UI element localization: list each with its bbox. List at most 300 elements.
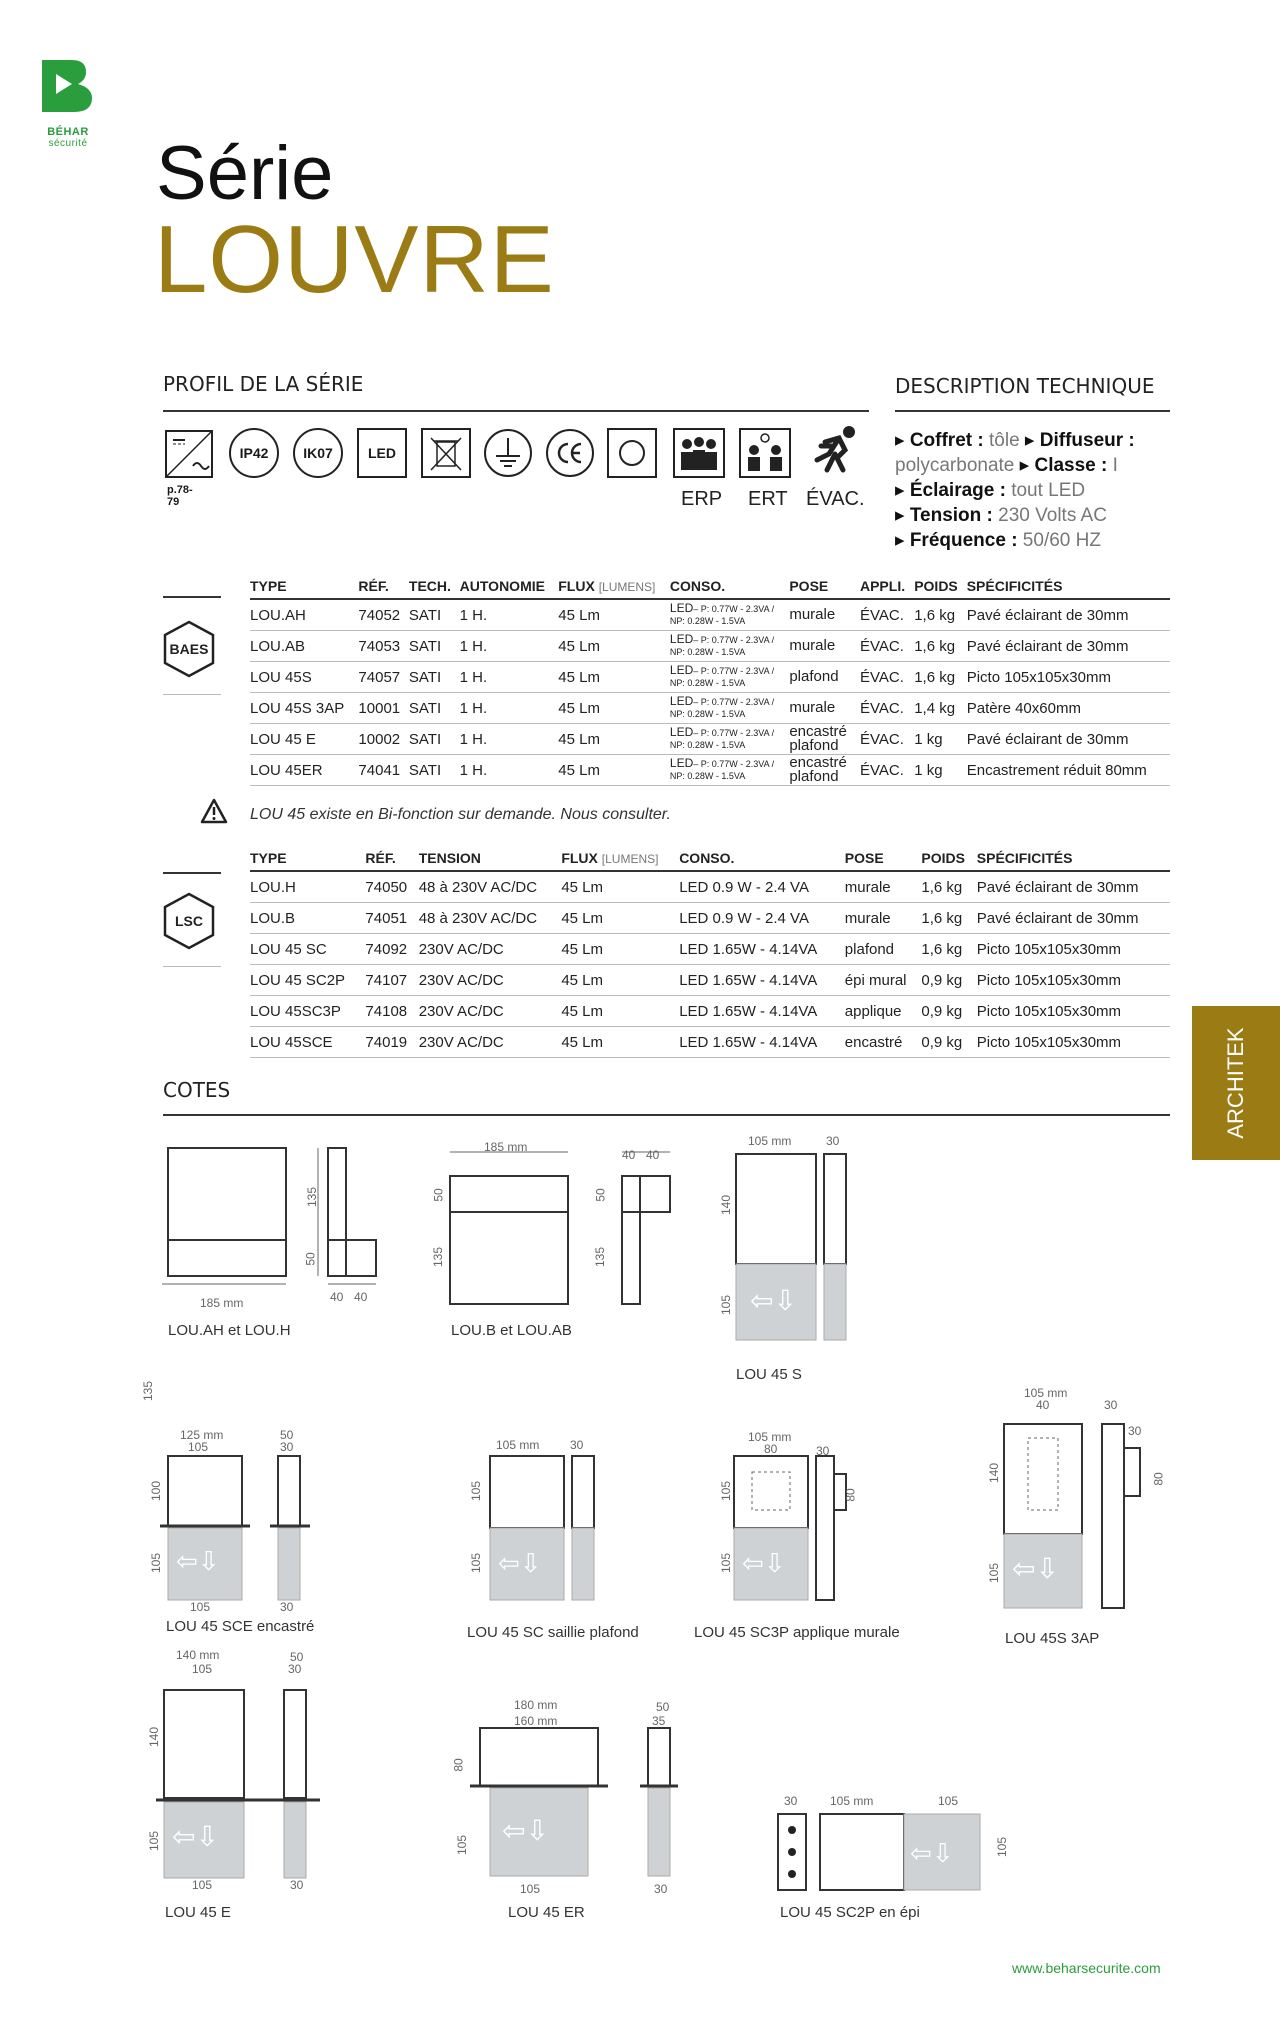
dim-label: 40 [330, 1290, 344, 1304]
dim-label: 30 [1128, 1424, 1142, 1438]
dim-label: 50 [303, 1252, 318, 1266]
dim-label: 160 mm [514, 1714, 558, 1728]
dim-label: 105 [469, 1480, 484, 1502]
conso-p: – P: 0.77W - 2.3VA / [693, 759, 775, 769]
cell-tension: 48 à 230V AC/DC [419, 903, 562, 934]
dim-label: 105 [469, 1552, 484, 1574]
cell-spec: Pavé éclairant de 30mm [977, 871, 1170, 903]
table-row [250, 871, 1170, 903]
cell-conso: LED 0.9 W - 2.4 VA [679, 903, 845, 934]
cell-conso: LED 1.65W - 4.14VA [679, 934, 845, 965]
dim-label: 105 [719, 1294, 734, 1316]
desc-key: Coffret : [909, 430, 984, 451]
dim-label: 105 [995, 1836, 1010, 1858]
cell-conso [670, 693, 789, 724]
dim-label: 30 [290, 1878, 304, 1892]
behar-logo-icon [42, 60, 94, 112]
dim-label: 50 [290, 1650, 304, 1664]
cell-pose: encastré [845, 1027, 922, 1058]
dim-label: 135 [593, 1246, 608, 1268]
cell-pose: applique [845, 996, 922, 1027]
col-tension: TENSION [419, 850, 562, 871]
erp-people-icon [673, 428, 725, 478]
table-row [250, 693, 1170, 724]
ert-label: ERT [748, 488, 788, 510]
lsc-marker-rule [163, 872, 221, 874]
cell-type: LOU.B [250, 903, 365, 934]
cell-tension: 230V AC/DC [419, 1027, 562, 1058]
svg-text:⇦⇩: ⇦⇩ [1012, 1552, 1059, 1585]
cell-ref: 74108 [365, 996, 418, 1027]
cell-ref: 74050 [365, 871, 418, 903]
caption-lou-45s3ap: LOU 45S 3AP [1005, 1630, 1100, 1647]
earth-ground-icon [483, 428, 533, 478]
cell-ref: 10002 [358, 724, 408, 755]
dim-label: 105 [938, 1794, 959, 1808]
cell-flux: 45 Lm [558, 693, 670, 724]
cell-conso [670, 631, 789, 662]
cell-type: LOU 45 SC2P [250, 965, 365, 996]
conso-np: NP: 0.28W - 1.5VA [669, 771, 746, 781]
profile-heading: PROFIL DE LA SÉRIE [163, 372, 364, 396]
cell-flux: 45 Lm [561, 1027, 679, 1058]
running-man-icon [805, 424, 861, 480]
ert-workers-icon [739, 428, 791, 478]
cell-tech: SATI [409, 662, 460, 693]
lsc-label: LSC [175, 913, 203, 929]
table-row [250, 599, 1170, 631]
dim-label: 105 mm [496, 1438, 540, 1452]
col-flux-unit: [LUMENS] [601, 852, 659, 866]
cell-poids: 1,6 kg [921, 903, 976, 934]
svg-text:⇦⇩: ⇦⇩ [498, 1549, 542, 1579]
cell-flux: 45 Lm [561, 965, 679, 996]
architek-label: ARCHITEK [1223, 1027, 1248, 1139]
cell-tension: 48 à 230V AC/DC [419, 871, 562, 903]
cell-flux: 45 Lm [561, 903, 679, 934]
cell-poids: 1,6 kg [921, 871, 976, 903]
conso-led: LED [669, 694, 694, 708]
dim-label: 135 [431, 1246, 446, 1268]
erp-label: ERP [681, 488, 723, 510]
drawing-lou-45e [150, 1676, 330, 1896]
dim-label: 80 [764, 1442, 778, 1456]
cell-tech: SATI [409, 724, 460, 755]
conso-led: LED [669, 725, 694, 739]
conso-p: – P: 0.77W - 2.3VA / [693, 697, 775, 707]
cell-spec: Picto 105x105x30mm [977, 996, 1170, 1027]
cell-ref: 10001 [358, 693, 408, 724]
cell-ref: 74019 [365, 1027, 418, 1058]
col-flux [561, 850, 679, 871]
col-type: TYPE [250, 850, 365, 871]
baes-marker-rule-bottom [163, 694, 221, 695]
baes-marker-rule [163, 596, 221, 598]
desc-value: I [1107, 455, 1118, 476]
caption-lou-45er: LOU 45 ER [508, 1904, 585, 1921]
conso-p: – P: 0.77W - 2.3VA / [693, 666, 775, 676]
cell-poids: 1 kg [914, 724, 967, 755]
dim-label: 40 [354, 1290, 368, 1304]
table-row [250, 934, 1170, 965]
dim-label: 80 [451, 1758, 466, 1772]
col-conso: CONSO. [670, 578, 789, 599]
table-row [250, 662, 1170, 693]
svg-text:⇦⇩: ⇦⇩ [502, 1814, 549, 1847]
dim-label: 140 [147, 1726, 162, 1748]
caption-lou-45e: LOU 45 E [165, 1904, 231, 1921]
dim-label: 105 [987, 1562, 1002, 1584]
dim-label: 30 [570, 1438, 584, 1452]
cell-type: LOU 45SC3P [250, 996, 365, 1027]
conso-np: NP: 0.28W - 1.5VA [669, 678, 746, 688]
cell-poids: 0,9 kg [921, 965, 976, 996]
conso-np: NP: 0.28W - 1.5VA [669, 647, 746, 657]
dim-label: 30 [784, 1794, 798, 1808]
baes-header-row [250, 578, 1170, 599]
dim-label: 180 mm [514, 1698, 558, 1712]
dim-label: 30 [288, 1662, 302, 1676]
svg-text:⇦⇩: ⇦⇩ [910, 1839, 954, 1869]
dim-label: 30 [654, 1882, 668, 1896]
svg-text:⇦⇩: ⇦⇩ [742, 1549, 786, 1579]
dim-label: 140 [987, 1462, 1002, 1484]
cell-spec: Picto 105x105x30mm [967, 662, 1170, 693]
drawing-lou-45sc2p [770, 1800, 1020, 1900]
cell-conso: LED 1.65W - 4.14VA [679, 965, 845, 996]
table-row [250, 996, 1170, 1027]
lsc-marker-rule-bottom [163, 966, 221, 967]
desc-value: tôle [983, 430, 1025, 451]
cell-type: LOU.AH [250, 599, 358, 631]
cell-appli: ÉVAC. [860, 662, 914, 693]
dim-label: 100 [149, 1480, 164, 1502]
cell-tech: SATI [409, 755, 460, 786]
cell-ref: 74041 [358, 755, 408, 786]
cell-conso [670, 662, 789, 693]
cell-conso [670, 599, 789, 631]
cell-ref: 74053 [358, 631, 408, 662]
drawing-lou-45sc [480, 1440, 620, 1610]
cell-poids: 1,4 kg [914, 693, 967, 724]
cell-flux: 45 Lm [558, 599, 670, 631]
cell-flux: 45 Lm [558, 755, 670, 786]
col-appli: APPLI. [860, 578, 914, 599]
desc-line: polycarbonate ▸ Classe : I [895, 455, 1118, 476]
cell-spec: Encastrement réduit 80mm [967, 755, 1170, 786]
dim-label: 105 [190, 1600, 211, 1614]
cell-spec: Pavé éclairant de 30mm [977, 903, 1170, 934]
table-row [250, 631, 1170, 662]
series-label: Série [156, 131, 334, 216]
cell-pose: encastré plafond [789, 755, 860, 786]
cell-type: LOU.H [250, 871, 365, 903]
description-heading: DESCRIPTION TECHNIQUE [895, 374, 1155, 398]
cell-autonomie: 1 H. [460, 599, 559, 631]
cell-type: LOU.AB [250, 631, 358, 662]
description-list [895, 428, 1185, 553]
caption-lou-45sc2p: LOU 45 SC2P en épi [780, 1904, 920, 1921]
dim-label: 105 [149, 1552, 164, 1574]
cell-poids: 1,6 kg [914, 631, 967, 662]
baes-hexagon-icon [163, 620, 215, 678]
desc-key: Classe : [1034, 455, 1108, 476]
svg-text:⇦⇩: ⇦⇩ [750, 1284, 797, 1317]
drawing-lou-45s [726, 1140, 856, 1350]
dim-label: 105 mm [748, 1134, 792, 1148]
table-row [250, 1027, 1170, 1058]
dim-label: 40 [622, 1148, 636, 1162]
dim-label: 135 [305, 1186, 320, 1208]
dim-label: 105 mm [1024, 1386, 1068, 1400]
dim-label: 50 [280, 1428, 294, 1442]
dim-label: 105 [188, 1440, 209, 1454]
desc-key: Éclairage : [909, 480, 1006, 501]
dim-label: 30 [1104, 1398, 1118, 1412]
svg-text:⇦⇩: ⇦⇩ [176, 1547, 220, 1577]
table-row [250, 903, 1170, 934]
caption-lou-ah: LOU.AH et LOU.H [168, 1322, 291, 1339]
warning-icon [200, 798, 228, 824]
lsc-header-row [250, 850, 1170, 871]
ce-mark-icon [545, 428, 595, 478]
cell-poids: 1 kg [914, 755, 967, 786]
col-flux-label: FLUX [558, 578, 595, 594]
cell-flux: 45 Lm [561, 996, 679, 1027]
cell-appli: ÉVAC. [860, 724, 914, 755]
dim-label: 185 mm [484, 1140, 528, 1154]
col-spec: SPÉCIFICITÉS [967, 578, 1170, 599]
cell-flux: 45 Lm [558, 662, 670, 693]
cell-tech: SATI [409, 599, 460, 631]
dim-label: 140 [719, 1194, 734, 1216]
dim-label: 140 mm [176, 1648, 220, 1662]
cotes-heading: COTES [163, 1078, 231, 1102]
desc-value: polycarbonate [895, 455, 1020, 476]
dim-label: 105 mm [748, 1430, 792, 1444]
cotes-rule [163, 1114, 1170, 1116]
cell-conso: LED 1.65W - 4.14VA [679, 996, 845, 1027]
cell-type: LOU 45 SC [250, 934, 365, 965]
cell-tension: 230V AC/DC [419, 965, 562, 996]
ik07-badge: IK07 [293, 428, 343, 478]
cell-spec: Patère 40x60mm [967, 693, 1170, 724]
conso-np: NP: 0.28W - 1.5VA [669, 616, 746, 626]
drawing-lou-b [430, 1140, 690, 1310]
cell-flux: 45 Lm [561, 934, 679, 965]
cell-spec: Picto 105x105x30mm [977, 1027, 1170, 1058]
cell-appli: ÉVAC. [860, 631, 914, 662]
dim-label: 125 mm [180, 1428, 224, 1442]
dim-label: 40 [1036, 1398, 1050, 1412]
cell-poids: 0,9 kg [921, 996, 976, 1027]
caption-lou-b: LOU.B et LOU.AB [451, 1322, 572, 1339]
col-autonomie: AUTONOMIE [460, 578, 559, 599]
dim-label: 105 [520, 1882, 541, 1896]
power-supply-icon [165, 430, 213, 478]
dim-label: 50 [431, 1188, 446, 1202]
dim-label: 50 [656, 1700, 670, 1714]
cell-flux: 45 Lm [558, 631, 670, 662]
bifunction-note: LOU 45 existe en Bi-fonction sur demande. Nous consulter. [250, 806, 671, 823]
cell-tension: 230V AC/DC [419, 934, 562, 965]
desc-key: Fréquence : [909, 530, 1018, 551]
cell-pose: murale [845, 903, 922, 934]
description-rule [895, 410, 1170, 412]
cell-ref: 74107 [365, 965, 418, 996]
col-flux-unit: [LUMENS] [598, 580, 656, 594]
cell-appli: ÉVAC. [860, 693, 914, 724]
col-flux [558, 578, 670, 599]
cell-spec: Pavé éclairant de 30mm [967, 724, 1170, 755]
caption-lou-45s: LOU 45 S [736, 1366, 802, 1383]
col-poids: POIDS [921, 850, 976, 871]
cell-autonomie: 1 H. [460, 662, 559, 693]
col-flux-label: FLUX [561, 850, 598, 866]
cell-type: LOU 45SCE [250, 1027, 365, 1058]
cell-poids: 1,6 kg [921, 934, 976, 965]
col-pose: POSE [845, 850, 922, 871]
cell-conso: LED 1.65W - 4.14VA [679, 1027, 845, 1058]
col-tech: TECH. [409, 578, 460, 599]
conso-np: NP: 0.28W - 1.5VA [669, 709, 746, 719]
cell-ref: 74092 [365, 934, 418, 965]
svg-text:⇦⇩: ⇦⇩ [172, 1820, 219, 1853]
dim-label: 105 mm [830, 1794, 874, 1808]
conso-np: NP: 0.28W - 1.5VA [669, 740, 746, 750]
conso-led: LED [669, 632, 694, 646]
weee-bin-icon [421, 428, 471, 478]
cell-conso [670, 755, 789, 786]
col-pose: POSE [789, 578, 860, 599]
cell-pose: murale [845, 871, 922, 903]
led-badge: LED [357, 428, 407, 478]
cell-poids: 1,6 kg [914, 599, 967, 631]
cell-pose: plafond [789, 662, 860, 693]
cell-ref: 74057 [358, 662, 408, 693]
cell-spec: Pavé éclairant de 30mm [967, 599, 1170, 631]
dim-label: 30 [816, 1444, 830, 1458]
cell-autonomie: 1 H. [460, 755, 559, 786]
dim-label: 105 [719, 1480, 734, 1502]
cell-spec: Picto 105x105x30mm [977, 965, 1170, 996]
conso-led: LED [669, 601, 694, 615]
page-ref: p.78-79 [167, 484, 193, 508]
col-type: TYPE [250, 578, 358, 599]
evac-label: ÉVAC. [806, 488, 865, 510]
cell-pose: murale [789, 631, 860, 662]
desc-line: ▸ Tension : 230 Volts AC [895, 505, 1107, 526]
baes-table [250, 578, 1170, 786]
conso-p: – P: 0.77W - 2.3VA / [693, 728, 775, 738]
table-row [250, 755, 1170, 786]
lsc-table [250, 850, 1170, 1058]
col-ref: RÉF. [358, 578, 408, 599]
col-conso: CONSO. [679, 850, 845, 871]
dim-label: 105 [192, 1878, 213, 1892]
desc-line: ▸ Éclairage : tout LED [895, 480, 1086, 501]
cell-autonomie: 1 H. [460, 631, 559, 662]
desc-line: ▸ Coffret : tôle ▸ Diffuseur : [895, 430, 1135, 451]
caption-lou-45sc3p: LOU 45 SC3P applique murale [694, 1624, 900, 1641]
cell-type: LOU 45S 3AP [250, 693, 358, 724]
dim-label: 30 [280, 1440, 294, 1454]
drawing-lou-ah [150, 1140, 390, 1310]
cell-appli: ÉVAC. [860, 755, 914, 786]
cell-tech: SATI [409, 693, 460, 724]
brand-subtitle: sécurité [48, 138, 88, 149]
cell-type: LOU 45S [250, 662, 358, 693]
desc-line: ▸ Fréquence : 50/60 HZ [895, 530, 1101, 551]
cell-ref: 74051 [365, 903, 418, 934]
brand-name [38, 126, 98, 150]
dim-label: 50 [593, 1188, 608, 1202]
conso-p: – P: 0.77W - 2.3VA / [693, 604, 775, 614]
cell-tension: 230V AC/DC [419, 996, 562, 1027]
brand-title: BÉHAR [47, 126, 89, 138]
baes-label: BAES [169, 641, 209, 657]
cell-pose: encastré plafond [789, 724, 860, 755]
class-one-icon [607, 428, 657, 478]
desc-key: Tension : [909, 505, 993, 526]
table-row [250, 724, 1170, 755]
dim-label: 30 [280, 1600, 294, 1614]
table-row [250, 965, 1170, 996]
cell-appli: ÉVAC. [860, 599, 914, 631]
cell-conso: LED 0.9 W - 2.4 VA [679, 871, 845, 903]
lsc-hexagon-icon [163, 892, 215, 950]
cell-pose: murale [789, 693, 860, 724]
drawing-lou-45er [460, 1716, 700, 1896]
website-link[interactable]: www.beharsecurite.com [1012, 1960, 1161, 1976]
cell-type: LOU 45 E [250, 724, 358, 755]
drawing-lou-45sce [150, 1440, 330, 1610]
architek-side-tab [1192, 1006, 1280, 1160]
cell-pose: murale [789, 599, 860, 631]
col-spec: SPÉCIFICITÉS [977, 850, 1170, 871]
conso-led: LED [669, 663, 694, 677]
dim-label: 30 [826, 1134, 840, 1148]
dim-label: 105 [192, 1662, 213, 1676]
dim-label: 80 [843, 1488, 858, 1502]
dim-label: 80 [1151, 1472, 1166, 1486]
cell-ref: 74052 [358, 599, 408, 631]
cell-tech: SATI [409, 631, 460, 662]
dim-label: 105 [147, 1830, 162, 1852]
cell-poids: 0,9 kg [921, 1027, 976, 1058]
dim-label: 105 [455, 1834, 470, 1856]
profile-rule [163, 410, 869, 412]
drawing-lou-45sc3p [730, 1440, 880, 1610]
desc-value: tout LED [1005, 480, 1086, 501]
dim-label: 185 mm [200, 1296, 244, 1310]
dim-label: 135 [141, 1380, 156, 1402]
desc-key: Diffuseur : [1039, 430, 1135, 451]
desc-value: 50/60 HZ [1017, 530, 1101, 551]
desc-value: 230 Volts AC [992, 505, 1107, 526]
conso-p: – P: 0.77W - 2.3VA / [693, 635, 775, 645]
cell-poids: 1,6 kg [914, 662, 967, 693]
drawing-lou-45s3ap [990, 1410, 1170, 1620]
dim-label: 40 [646, 1148, 660, 1162]
cell-type: LOU 45ER [250, 755, 358, 786]
cell-autonomie: 1 H. [460, 693, 559, 724]
dim-label: 35 [652, 1714, 666, 1728]
col-poids: POIDS [914, 578, 967, 599]
ip42-badge: IP42 [229, 428, 279, 478]
series-name: LOUVRE [154, 206, 555, 313]
cell-autonomie: 1 H. [460, 724, 559, 755]
